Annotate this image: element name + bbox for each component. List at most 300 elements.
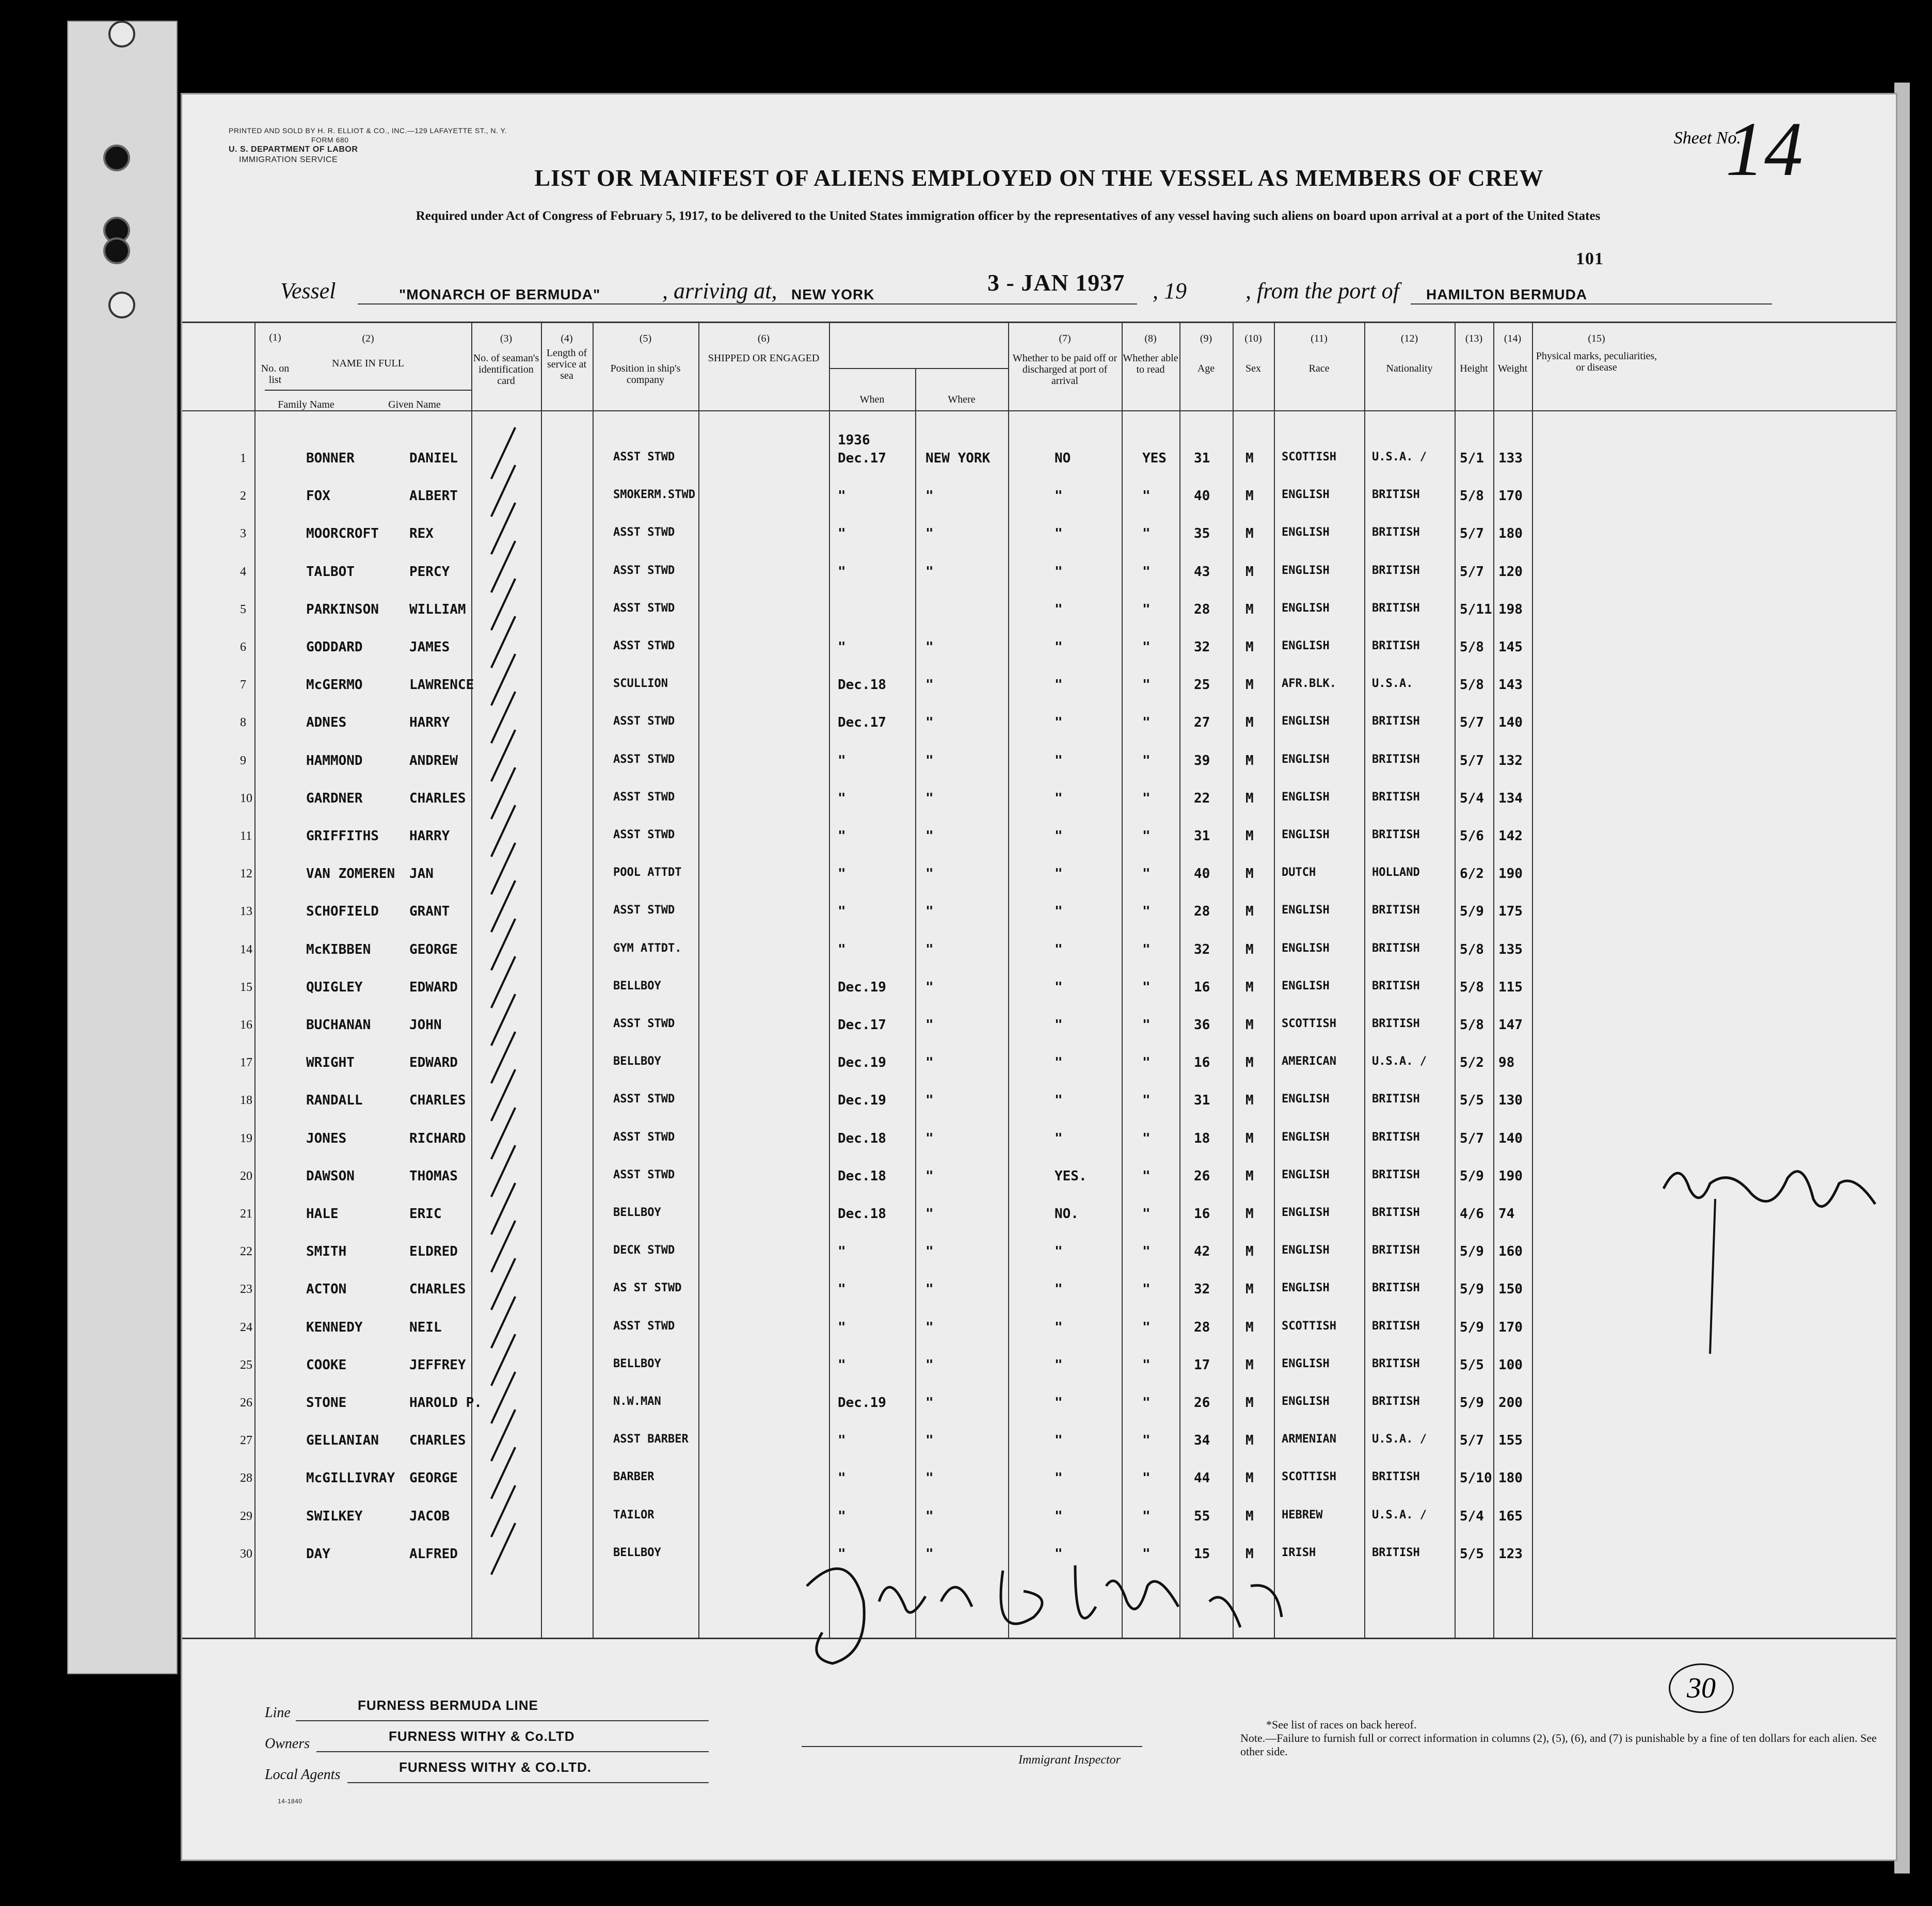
age: 32 — [1194, 639, 1210, 655]
paid-off: " — [1055, 526, 1063, 542]
manifest-sheet — [181, 93, 1897, 1861]
col5-number: (5) — [639, 333, 652, 344]
row-number: 29 — [240, 1509, 252, 1523]
table-header-rule — [182, 410, 1896, 411]
manifest-subtitle: Required under Act of Congress of February 5, 1917, to be delivered to the United States immigration officer by the representatives of any vessel having such aliens on board upon arrival at a port of the United States — [416, 209, 1601, 223]
age: 34 — [1194, 1433, 1210, 1449]
race: ARMENIAN — [1282, 1433, 1336, 1446]
sex: M — [1246, 1546, 1254, 1562]
shipped-where: " — [925, 1357, 934, 1373]
shipped-when: " — [838, 488, 846, 504]
sex: M — [1246, 451, 1254, 466]
height: 5/10 — [1460, 1470, 1492, 1486]
family-name: QUIGLEY — [306, 979, 363, 995]
shipped-where: " — [925, 1093, 934, 1109]
nationality: BRITISH — [1372, 1546, 1420, 1559]
year-label: , 19 — [1153, 278, 1187, 303]
shipped-where: " — [925, 1319, 934, 1335]
owners-value: FURNESS WITHY & Co.LTD — [389, 1728, 575, 1744]
shipped-when: " — [838, 1470, 846, 1486]
position: ASST STWD — [613, 1168, 675, 1181]
table-row — [182, 521, 1896, 559]
table-row — [182, 1276, 1896, 1315]
shipped-when: Dec.18 — [838, 1206, 886, 1222]
sex: M — [1246, 488, 1254, 504]
side-binding-strip — [67, 21, 178, 1674]
row-number: 20 — [240, 1169, 252, 1183]
race: ENGLISH — [1282, 601, 1330, 615]
sex: M — [1246, 1508, 1254, 1524]
given-name: DANIEL — [409, 451, 458, 466]
paid-off: " — [1055, 1282, 1063, 1298]
sex: M — [1246, 979, 1254, 995]
owners-label: Owners — [265, 1736, 310, 1752]
shipped-when: Dec.19 — [838, 1055, 886, 1071]
position: BELLBOY — [613, 1357, 661, 1370]
family-name: TALBOT — [306, 564, 355, 580]
col6-title: SHIPPED OR ENGAGED — [708, 353, 820, 364]
position: SCULLION — [613, 677, 668, 691]
col7-number: (7) — [1059, 333, 1071, 344]
sex: M — [1246, 639, 1254, 655]
paid-off: " — [1055, 941, 1063, 957]
paid-off: " — [1055, 979, 1063, 995]
col1-title: No. on list — [261, 363, 290, 386]
race: SCOTTISH — [1282, 1470, 1336, 1484]
given-name: HARRY — [409, 715, 450, 731]
sex: M — [1246, 1017, 1254, 1033]
family-name: PARKINSON — [306, 601, 379, 617]
row-number: 22 — [240, 1245, 252, 1259]
weight: 150 — [1498, 1282, 1523, 1298]
shipped-when: " — [838, 904, 846, 920]
family-name: FOX — [306, 488, 330, 504]
height: 5/8 — [1460, 1017, 1484, 1033]
col3-title: No. of seaman's identification card — [473, 353, 539, 387]
weight: 145 — [1498, 639, 1523, 655]
table-row — [182, 1087, 1896, 1126]
weight: 133 — [1498, 451, 1523, 466]
col2-family: Family Name — [278, 399, 334, 410]
weight: 155 — [1498, 1433, 1523, 1449]
height: 5/4 — [1460, 1508, 1484, 1524]
row-number: 3 — [240, 527, 246, 541]
table-row — [182, 1352, 1896, 1390]
height: 5/8 — [1460, 488, 1484, 504]
weight: 123 — [1498, 1546, 1523, 1562]
family-name: SMITH — [306, 1244, 347, 1260]
able-to-read: " — [1142, 564, 1151, 580]
nationality: BRITISH — [1372, 1357, 1420, 1370]
position: ASST STWD — [613, 1319, 675, 1333]
sheet-label: Sheet No. — [1673, 129, 1741, 148]
shipped-where: " — [925, 979, 934, 995]
table-row — [182, 937, 1896, 975]
height: 5/9 — [1460, 1319, 1484, 1335]
age: 22 — [1194, 790, 1210, 806]
shipped-when: " — [838, 526, 846, 542]
col4-number: (4) — [561, 333, 573, 344]
sex: M — [1246, 1433, 1254, 1449]
row-number: 28 — [240, 1471, 252, 1485]
col9-number: (9) — [1200, 333, 1212, 344]
given-name: LAWRENCE — [409, 677, 474, 693]
row-number: 8 — [240, 716, 246, 730]
row-number: 14 — [240, 942, 252, 956]
table-row — [182, 823, 1896, 861]
height: 5/5 — [1460, 1357, 1484, 1373]
shipped-where: " — [925, 1017, 934, 1033]
age: 27 — [1194, 715, 1210, 731]
family-name: VAN ZOMEREN — [306, 866, 395, 882]
sex: M — [1246, 941, 1254, 957]
position: ASST STWD — [613, 1093, 675, 1106]
race: ENGLISH — [1282, 715, 1330, 728]
stamp-number: 101 — [1576, 249, 1604, 268]
nationality: BRITISH — [1372, 1395, 1420, 1408]
height: 5/7 — [1460, 564, 1484, 580]
position: ASST STWD — [613, 752, 675, 766]
shipped-where: " — [925, 526, 934, 542]
family-name: ADNES — [306, 715, 347, 731]
paid-off: " — [1055, 1433, 1063, 1449]
race: ENGLISH — [1282, 526, 1330, 539]
family-name: McGILLIVRAY — [306, 1470, 395, 1486]
position: ASST STWD — [613, 1130, 675, 1144]
paid-off: " — [1055, 752, 1063, 768]
shipped-when: Dec.18 — [838, 677, 886, 693]
shipped-where: " — [925, 1244, 934, 1260]
inspector-line — [802, 1746, 1142, 1747]
age: 43 — [1194, 564, 1210, 580]
height: 5/9 — [1460, 1282, 1484, 1298]
family-name: DAY — [306, 1546, 330, 1562]
from-port-label: , from the port of — [1246, 278, 1399, 303]
col14-number: (14) — [1504, 333, 1522, 344]
agents-underline — [347, 1782, 709, 1783]
weight: 132 — [1498, 752, 1523, 768]
given-name: PERCY — [409, 564, 450, 580]
shipped-where: " — [925, 639, 934, 655]
shipped-where: " — [925, 828, 934, 844]
shipped-when: " — [838, 1319, 846, 1335]
family-name: HAMMOND — [306, 752, 363, 768]
family-name: ACTON — [306, 1282, 347, 1298]
weight: 170 — [1498, 1319, 1523, 1335]
race: AFR.BLK. — [1282, 677, 1336, 691]
sex: M — [1246, 715, 1254, 731]
shipped-where: " — [925, 1395, 934, 1411]
paid-off: " — [1055, 1093, 1063, 1109]
nationality: BRITISH — [1372, 715, 1420, 728]
family-name: GARDNER — [306, 790, 363, 806]
able-to-read: " — [1142, 1470, 1151, 1486]
position: BARBER — [613, 1470, 654, 1484]
weight: 142 — [1498, 828, 1523, 844]
shipped-when: " — [838, 1546, 846, 1562]
nationality: BRITISH — [1372, 828, 1420, 841]
family-name: DAWSON — [306, 1168, 355, 1184]
shipped-when: Dec.19 — [838, 979, 886, 995]
weight: 100 — [1498, 1357, 1523, 1373]
vessel-label: Vessel — [280, 278, 336, 303]
age: 44 — [1194, 1470, 1210, 1486]
position: ASST STWD — [613, 639, 675, 652]
given-name: WILLIAM — [409, 601, 466, 617]
age: 15 — [1194, 1546, 1210, 1562]
line-label: Line — [265, 1705, 291, 1721]
table-row — [182, 1239, 1896, 1277]
nationality: BRITISH — [1372, 526, 1420, 539]
row-number: 10 — [240, 791, 252, 805]
race: ENGLISH — [1282, 752, 1330, 766]
printer-line: PRINTED AND SOLD BY H. R. ELLIOT & CO., INC.—129 LAFAYETTE ST., N. Y. — [229, 126, 507, 135]
given-name: ALFRED — [409, 1546, 458, 1562]
nationality: BRITISH — [1372, 1470, 1420, 1484]
given-name: GEORGE — [409, 1470, 458, 1486]
nationality: HOLLAND — [1372, 866, 1420, 879]
able-to-read: " — [1142, 1244, 1151, 1260]
paid-off: " — [1055, 639, 1063, 655]
family-name: GRIFFITHS — [306, 828, 379, 844]
form-number: FORM 680 — [311, 136, 349, 144]
shipped-where: " — [925, 564, 934, 580]
nationality: BRITISH — [1372, 1168, 1420, 1181]
line-underline — [296, 1720, 709, 1721]
shipped-when: " — [838, 1433, 846, 1449]
height: 5/4 — [1460, 790, 1484, 806]
col3-number: (3) — [500, 333, 513, 344]
able-to-read: " — [1142, 1508, 1151, 1524]
position: ASST STWD — [613, 451, 675, 463]
col5-title: Position in ship's company — [610, 363, 681, 386]
able-to-read: " — [1142, 790, 1151, 806]
row-number: 18 — [240, 1094, 252, 1108]
race: ENGLISH — [1282, 790, 1330, 804]
given-name: JACOB — [409, 1508, 450, 1524]
sex: M — [1246, 1206, 1254, 1222]
given-name: HARRY — [409, 828, 450, 844]
col9-title: Age — [1197, 363, 1215, 374]
table-row — [182, 1012, 1896, 1050]
table-row — [182, 672, 1896, 710]
age: 28 — [1194, 601, 1210, 617]
weight: 165 — [1498, 1508, 1523, 1524]
race: HEBREW — [1282, 1508, 1323, 1521]
given-name: ANDREW — [409, 752, 458, 768]
sex: M — [1246, 1055, 1254, 1071]
able-to-read: " — [1142, 677, 1151, 693]
shipped-when: " — [838, 828, 846, 844]
age: 26 — [1194, 1168, 1210, 1184]
family-name: McGERMO — [306, 677, 363, 693]
weight: 180 — [1498, 526, 1523, 542]
race: ENGLISH — [1282, 1282, 1330, 1295]
race: ENGLISH — [1282, 1130, 1330, 1144]
paid-off: NO — [1055, 451, 1071, 466]
able-to-read: " — [1142, 715, 1151, 731]
nationality: BRITISH — [1372, 1319, 1420, 1333]
arrival-date: 3 - JAN 1937 — [987, 269, 1125, 296]
race: AMERICAN — [1282, 1055, 1336, 1068]
weight: 134 — [1498, 790, 1523, 806]
sex: M — [1246, 828, 1254, 844]
weight: 140 — [1498, 1130, 1523, 1146]
paid-off: " — [1055, 828, 1063, 844]
given-name: JOHN — [409, 1017, 442, 1033]
shipped-when: Dec.18 — [838, 1130, 886, 1146]
sex: M — [1246, 1395, 1254, 1411]
col11-title: Race — [1308, 363, 1330, 374]
able-to-read: " — [1142, 1093, 1151, 1109]
position: AS ST STWD — [613, 1282, 682, 1295]
nationality: BRITISH — [1372, 1206, 1420, 1219]
table-row — [182, 559, 1896, 597]
age: 28 — [1194, 1319, 1210, 1335]
inspector-label: Immigrant Inspector — [1018, 1753, 1121, 1767]
given-name: JAN — [409, 866, 434, 882]
position: BELLBOY — [613, 979, 661, 992]
given-name: RICHARD — [409, 1130, 466, 1146]
sex: M — [1246, 1357, 1254, 1373]
weight: 190 — [1498, 866, 1523, 882]
nationality: U.S.A. — [1372, 677, 1413, 691]
sex: M — [1246, 564, 1254, 580]
height: 5/7 — [1460, 1433, 1484, 1449]
height: 5/5 — [1460, 1093, 1484, 1109]
row-number: 27 — [240, 1434, 252, 1448]
height: 5/9 — [1460, 1244, 1484, 1260]
family-name: McKIBBEN — [306, 941, 371, 957]
height: 5/8 — [1460, 979, 1484, 995]
family-name: GELLANIAN — [306, 1433, 379, 1449]
family-name: SCHOFIELD — [306, 904, 379, 920]
position: ASST STWD — [613, 526, 675, 539]
nationality: BRITISH — [1372, 564, 1420, 577]
height: 5/2 — [1460, 1055, 1484, 1071]
row-number: 17 — [240, 1056, 252, 1070]
race: ENGLISH — [1282, 1206, 1330, 1219]
given-name: JAMES — [409, 639, 450, 655]
paid-off: " — [1055, 1130, 1063, 1146]
table-row — [182, 1390, 1896, 1428]
sex: M — [1246, 1093, 1254, 1109]
age: 16 — [1194, 1206, 1210, 1222]
table-row — [182, 1201, 1896, 1239]
able-to-read: " — [1142, 1395, 1151, 1411]
nationality: BRITISH — [1372, 1282, 1420, 1295]
position: ASST STWD — [613, 904, 675, 917]
col10-title: Sex — [1246, 363, 1261, 374]
paid-off: " — [1055, 677, 1063, 693]
given-name: EDWARD — [409, 979, 458, 995]
race: IRISH — [1282, 1546, 1316, 1559]
col12-number: (12) — [1400, 333, 1418, 344]
able-to-read: " — [1142, 828, 1151, 844]
weight: 120 — [1498, 564, 1523, 580]
col8-number: (8) — [1144, 333, 1157, 344]
punch-hole — [103, 237, 130, 264]
height: 5/6 — [1460, 828, 1484, 844]
row-number: 5 — [240, 602, 246, 616]
position: ASST STWD — [613, 601, 675, 615]
punch-hole — [108, 21, 135, 47]
agents-label: Local Agents — [265, 1767, 341, 1783]
shipped-where: " — [925, 941, 934, 957]
family-name: GODDARD — [306, 639, 363, 655]
col4-title: Length of service at sea — [546, 347, 587, 381]
table-row — [182, 1315, 1896, 1353]
height: 5/11 — [1460, 601, 1492, 617]
nationality: BRITISH — [1372, 790, 1420, 804]
position: BELLBOY — [613, 1546, 661, 1559]
able-to-read: " — [1142, 526, 1151, 542]
weight: 140 — [1498, 715, 1523, 731]
port-underline — [776, 303, 1137, 305]
height: 4/6 — [1460, 1206, 1484, 1222]
col2-given: Given Name — [388, 399, 441, 410]
sex: M — [1246, 1130, 1254, 1146]
col2-sub-rule — [265, 390, 471, 391]
position: N.W.MAN — [613, 1395, 661, 1408]
weight: 190 — [1498, 1168, 1523, 1184]
col13-title: Height — [1460, 363, 1488, 374]
handwritten-remark — [1658, 1147, 1891, 1364]
shipped-where: " — [925, 752, 934, 768]
height: 5/8 — [1460, 639, 1484, 655]
shipped-when: " — [838, 564, 846, 580]
position: ASST STWD — [613, 828, 675, 841]
form-code: 14-1840 — [278, 1798, 302, 1805]
sex: M — [1246, 1168, 1254, 1184]
weight: 115 — [1498, 979, 1523, 995]
height: 5/7 — [1460, 715, 1484, 731]
col6-number: (6) — [757, 333, 770, 344]
race: SCOTTISH — [1282, 1017, 1336, 1030]
able-to-read: " — [1142, 904, 1151, 920]
crew-count-circled: 30 — [1669, 1663, 1734, 1713]
height: 5/8 — [1460, 941, 1484, 957]
shipped-where: " — [925, 1130, 934, 1146]
weight: 175 — [1498, 904, 1523, 920]
family-name: HALE — [306, 1206, 339, 1222]
when-year: 1936 — [838, 433, 870, 448]
col6-when: When — [859, 394, 885, 405]
family-name: COOKE — [306, 1357, 347, 1373]
shipped-where: " — [925, 677, 934, 693]
given-name: CHARLES — [409, 1282, 466, 1298]
shipped-where: " — [925, 1508, 934, 1524]
position: ASST STWD — [613, 790, 675, 804]
shipped-when: " — [838, 639, 846, 655]
able-to-read: " — [1142, 1206, 1151, 1222]
row-number: 23 — [240, 1283, 252, 1296]
owners-underline — [316, 1751, 709, 1752]
col10-number: (10) — [1244, 333, 1262, 344]
row-number: 12 — [240, 867, 252, 881]
table-row — [182, 1465, 1896, 1503]
nationality: BRITISH — [1372, 488, 1420, 502]
age: 39 — [1194, 752, 1210, 768]
nationality: U.S.A. / — [1372, 451, 1427, 463]
position: DECK STWD — [613, 1244, 675, 1257]
col15-title: Physical marks, peculiarities, or disease — [1536, 350, 1657, 373]
shipped-when: " — [838, 866, 846, 882]
col14-title: Weight — [1497, 363, 1528, 374]
weight: 147 — [1498, 1017, 1523, 1033]
age: 16 — [1194, 1055, 1210, 1071]
race: ENGLISH — [1282, 1395, 1330, 1408]
